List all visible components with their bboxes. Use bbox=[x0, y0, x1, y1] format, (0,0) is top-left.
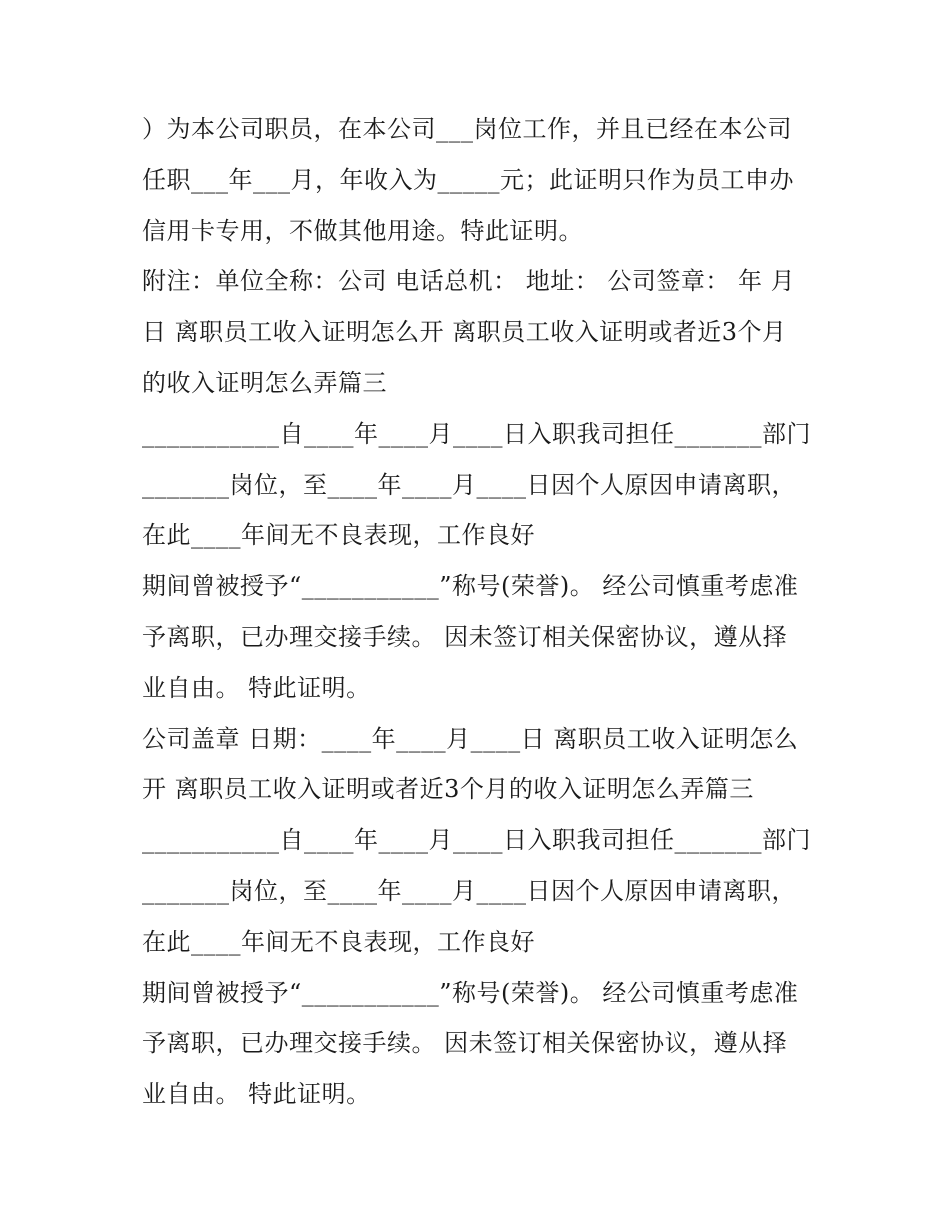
text-line: 任职___年___月，年收入为_____元；此证明只作为员工申办 bbox=[142, 165, 794, 194]
text-line: 业自由。 特此证明。 bbox=[142, 673, 371, 702]
text-line: 信用卡专用，不做其他用途。特此证明。 bbox=[142, 216, 583, 245]
text-line: _______岗位，至____年____月____日因个人原因申请离职， bbox=[142, 876, 796, 905]
text-line: ___________自____年____月____日入职我司担任_______部门 bbox=[142, 826, 811, 855]
text-line: 予离职，已办理交接手续。 因未签订相关保密协议，遵从择 bbox=[142, 622, 788, 651]
text-line: ___________自____年____月____日入职我司担任_______部门 bbox=[142, 419, 811, 448]
text-line: 业自由。 特此证明。 bbox=[142, 1080, 371, 1109]
text-line: 予离职，已办理交接手续。 因未签订相关保密协议，遵从择 bbox=[142, 1029, 788, 1058]
text-line: 日 离职员工收入证明怎么开 离职员工收入证明或者近3个月 bbox=[142, 318, 787, 347]
text-line: 开 离职员工收入证明或者近3个月的收入证明怎么弄篇三 bbox=[142, 775, 754, 804]
text-line: _______岗位，至____年____月____日因个人原因申请离职， bbox=[142, 470, 796, 499]
text-line: 在此____年间无不良表现，工作良好 bbox=[142, 521, 535, 550]
text-line: 的收入证明怎么弄篇三 bbox=[142, 368, 387, 397]
text-line: 公司盖章 日期：____年____月____日 离职员工收入证明怎么 bbox=[142, 724, 799, 753]
document-body bbox=[142, 104, 822, 1120]
text-line: 期间曾被授予“___________”称号(荣誉)。 经公司慎重考虑准 bbox=[142, 572, 799, 601]
text-line: 在此____年间无不良表现，工作良好 bbox=[142, 927, 535, 956]
text-line: 期间曾被授予“___________”称号(荣誉)。 经公司慎重考虑准 bbox=[142, 978, 799, 1007]
text-line: 附注：单位全称：公司 电话总机： 地址： 公司签章： 年 月 bbox=[142, 267, 796, 296]
text-line: ）为本公司职员，在本公司___岗位工作，并且已经在本公司 bbox=[142, 115, 792, 143]
